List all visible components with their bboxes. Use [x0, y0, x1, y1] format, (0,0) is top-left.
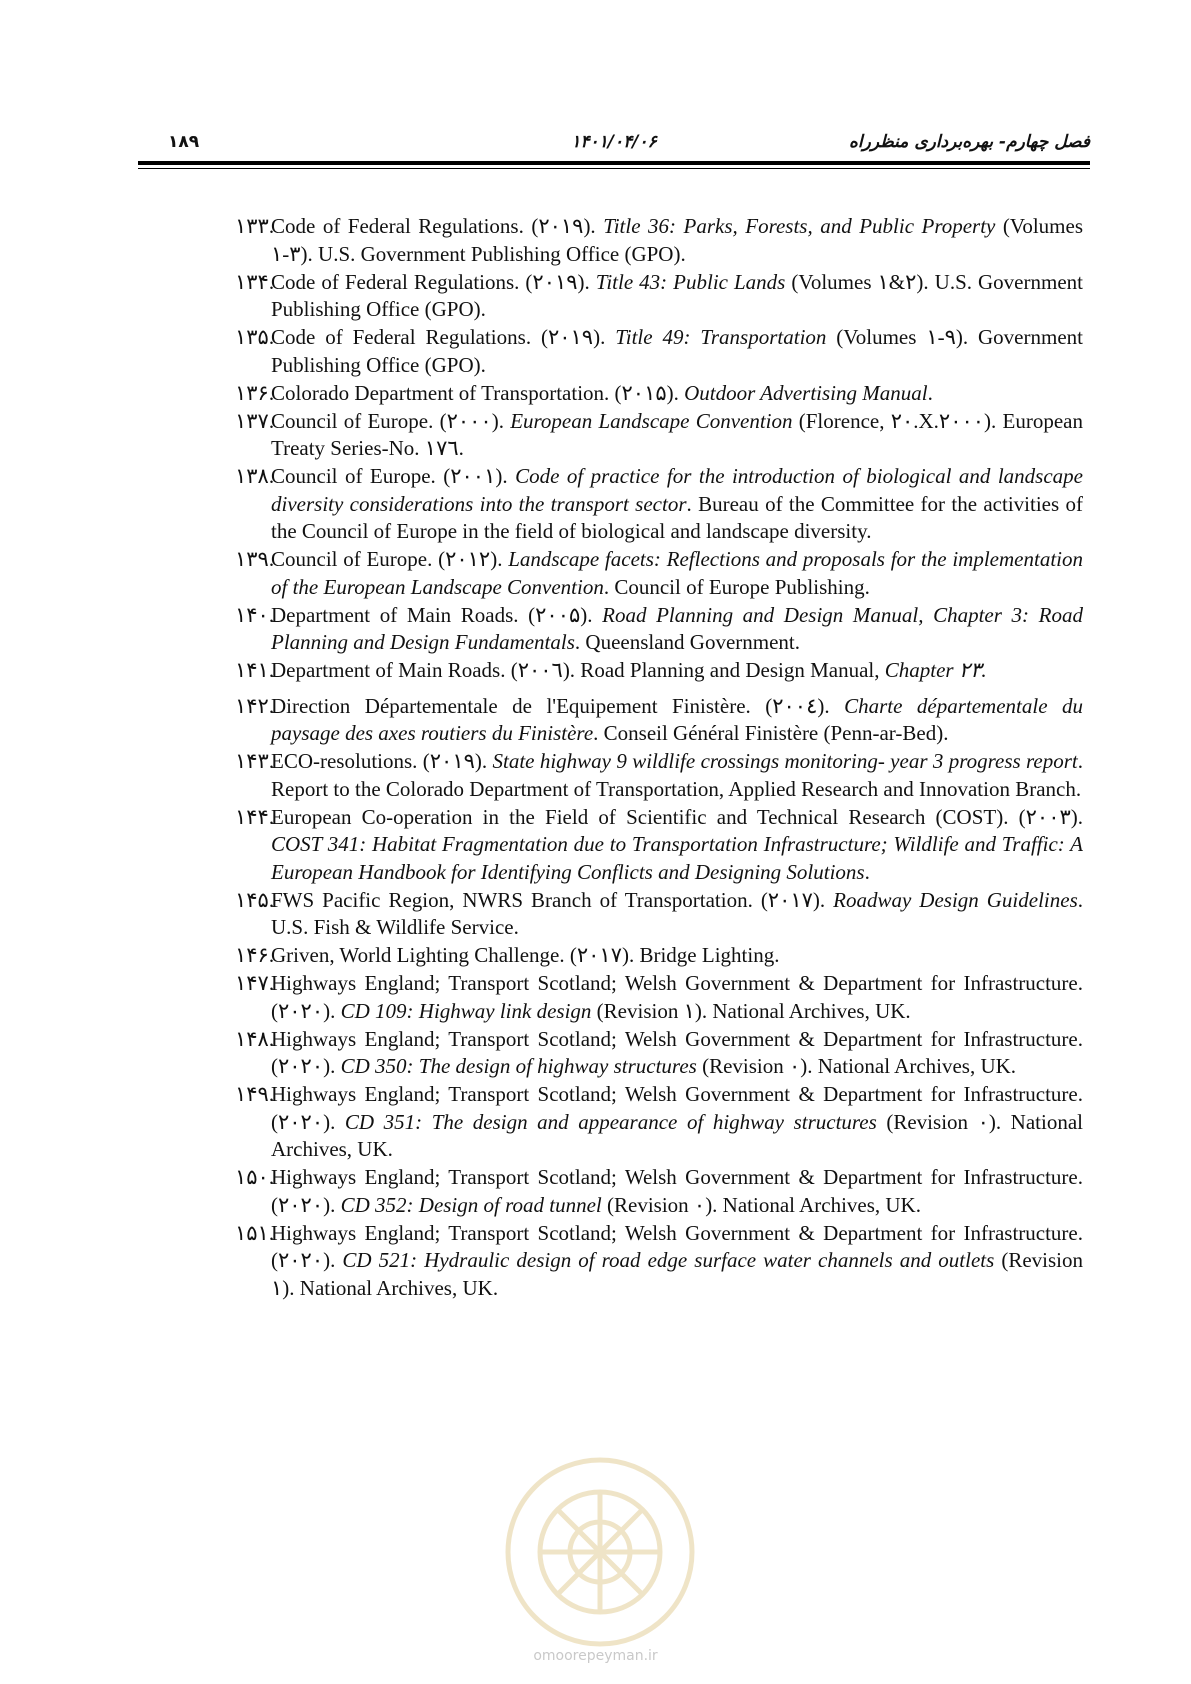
reference-text: Direction Départementale de l'Equipement Finistère. (۲۰۰٤).: [271, 693, 845, 718]
running-header: [138, 128, 1090, 158]
reference-title: Charte départementale du paysage des axes routiers du Finistère: [271, 693, 1083, 745]
reference-text: Highways England; Transport Scotland; Welsh Government & Department for Infrastructure. (۲۰۲۰).: [271, 971, 1083, 1023]
reference-text: Department of Main Roads. (۲۰۰٦). Road Planning and Design Manual,: [271, 658, 885, 682]
reference-title: CD 109: Highway link design: [340, 998, 592, 1023]
watermark-logo: [500, 1452, 700, 1652]
reference-text: ECO-resolutions. (۲۰۱۹).: [271, 749, 493, 773]
reference-text: FWS Pacific Region, NWRS Branch of Transportation. (۲۰۱۷).: [271, 887, 834, 912]
reference-item: [235, 324, 1083, 379]
reference-title: Roadway Design Guidelines: [833, 887, 1078, 912]
reference-text: Highways England; Transport Scotland; Welsh Government & Department for Infrastructure. (۲۰۲۰).: [271, 1082, 1083, 1134]
reference-title: CD 521: Hydraulic design of road edge surface water channels and outlets: [342, 1248, 995, 1272]
reference-text: Code of Federal Regulations. (۲۰۱۹).: [271, 269, 596, 294]
reference-title: European Landscape Convention: [510, 408, 793, 433]
reference-title: Landscape facets: Reflections and proposals for the implementation of the European Landscape Convention: [271, 547, 1083, 599]
reference-text: (Volumes ۱-۹). Government Publishing Office (GPO).: [271, 325, 1083, 377]
reference-text: Highways England; Transport Scotland; Welsh Government & Department for Infrastructure. (۲۰۲۰).: [271, 1165, 1083, 1217]
reference-item: [235, 1164, 1083, 1219]
reference-number: ۱۴۲.: [235, 693, 275, 718]
reference-title: State highway 9 wildlife crossings monitoring- year 3 progress report: [492, 749, 1078, 773]
reference-title: Chapter ۲۳.: [884, 658, 987, 682]
reference-title: CD 351: The design and appearance of highway structures: [344, 1109, 877, 1134]
reference-list: [235, 213, 1083, 1303]
reference-title: Title 49: Transportation: [615, 325, 827, 349]
reference-text: . Queensland Government.: [574, 630, 801, 654]
reference-text: Department of Main Roads. (۲۰۰۵).: [271, 602, 603, 627]
reference-number: ۱۴۷.: [235, 971, 275, 995]
reference-text: Colorado Department of Transportation. (۲۰۱۵).: [271, 380, 685, 405]
reference-item: [235, 970, 1083, 1025]
reference-item: [235, 269, 1083, 324]
reference-title: CD 350: The design of highway structures: [340, 1054, 697, 1078]
reference-text: (Florence, ۲۰.X.۲۰۰۰). European Treaty Series-No. ۱۷٦.: [271, 408, 1083, 460]
reference-item: [235, 213, 1083, 268]
reference-title: Title 43: Public Lands: [595, 269, 786, 294]
chapter-title: فصل چهارم- بهره‌برداری منظرراه: [849, 132, 1090, 152]
reference-number: ۱۴۱.: [235, 658, 275, 682]
reference-number: ۱۳۳.: [235, 214, 275, 238]
reference-text: Code of Federal Regulations. (۲۰۱۹).: [271, 325, 616, 349]
reference-text: (Volumes ۱-۳). U.S. Government Publishing Office (GPO).: [271, 214, 1083, 266]
reference-title: Road Planning and Design Manual, Chapter 3: Road Planning and Design Fundamentals: [271, 602, 1083, 654]
reference-text: . Bureau of the Committee for the activities of the Council of Europe in the field of biological and landscape diversity.: [271, 491, 1083, 543]
reference-item: [235, 546, 1083, 601]
reference-text: Griven, World Lighting Challenge. (۲۰۱۷). Bridge Lighting.: [271, 943, 780, 967]
reference-number: ۱۴۰.: [235, 602, 275, 627]
reference-item: [235, 463, 1083, 546]
reference-title: Code of practice for the introduction of biological and landscape diversity considerations into the transport sector: [271, 464, 1083, 516]
reference-text: Code of Federal Regulations. (۲۰۱۹).: [271, 214, 604, 238]
reference-text: Council of Europe. (۲۰۰۱).: [271, 464, 516, 488]
reference-number: ۱۳۵.: [235, 325, 275, 349]
reference-item: [235, 1220, 1083, 1303]
reference-number: ۱۳۸.: [235, 464, 275, 488]
reference-item: [235, 602, 1083, 657]
reference-item: [235, 408, 1083, 463]
reference-item: [235, 1081, 1083, 1164]
reference-number: ۱۵۱.: [235, 1220, 275, 1245]
reference-number: ۱۵۰.: [235, 1165, 275, 1189]
reference-title: Title 36: Parks, Forests, and Public Property: [603, 214, 996, 238]
reference-text: .: [864, 859, 870, 884]
header-rule-thick: [138, 161, 1090, 165]
watermark-site: omoorepeyman.ir: [533, 1648, 658, 1664]
reference-text: . Council of Europe Publishing.: [603, 574, 870, 599]
reference-text: . U.S. Fish & Wildlife Service.: [271, 887, 1083, 939]
header-date: ۱۴۰۱/۰۴/۰۶: [571, 132, 657, 152]
reference-text: (Revision ۰). National Archives, UK.: [601, 1192, 921, 1217]
reference-number: ۱۴۹.: [235, 1082, 275, 1106]
reference-text: . Conseil Général Finistère (Penn-ar-Bed).: [593, 721, 949, 745]
reference-text: (Volumes ۱&۲). U.S. Government Publishing Office (GPO).: [271, 269, 1083, 321]
reference-text: (Revision ۱). National Archives, UK.: [271, 1248, 1083, 1300]
reference-number: ۱۴۸.: [235, 1026, 275, 1051]
reference-number: ۱۳۹.: [235, 547, 275, 571]
reference-item: [235, 693, 1083, 748]
reference-number: ۱۴۳.: [235, 749, 275, 773]
reference-item: [235, 804, 1083, 887]
reference-text: (Revision ۱). National Archives, UK.: [591, 998, 911, 1023]
reference-number: ۱۳۷.: [235, 408, 275, 433]
reference-item: [235, 942, 1083, 970]
reference-item: [235, 380, 1083, 408]
reference-number: ۱۴۴.: [235, 804, 275, 829]
page-number: ۱۸۹: [168, 132, 200, 152]
reference-text: .: [927, 380, 933, 405]
reference-number: ۱۴۵.: [235, 887, 275, 912]
reference-text: Council of Europe. (۲۰۰۰).: [271, 408, 511, 433]
reference-item: [235, 1026, 1083, 1081]
reference-text: (Revision ۰). National Archives, UK.: [271, 1109, 1083, 1161]
reference-title: COST 341: Habitat Fragmentation due to Transportation Infrastructure; Wildlife and Traffic: A European Handbook for Identifying Conflicts and Designing Solutions: [271, 832, 1083, 884]
reference-title: CD 352: Design of road tunnel: [340, 1192, 602, 1217]
reference-text: Highways England; Transport Scotland; Welsh Government & Department for Infrastructure. (۲۰۲۰).: [271, 1220, 1083, 1272]
reference-text: (Revision ۰). National Archives, UK.: [696, 1054, 1017, 1078]
reference-text: Highways England; Transport Scotland; Welsh Government & Department for Infrastructure. (۲۰۲۰).: [271, 1026, 1083, 1078]
reference-title: Outdoor Advertising Manual: [684, 380, 928, 405]
reference-item: [235, 657, 1083, 685]
reference-text: European Co-operation in the Field of Scientific and Technical Research (COST). (۲۰۰۳).: [271, 804, 1083, 829]
reference-item: [235, 887, 1083, 942]
reference-text: Council of Europe. (۲۰۱۲).: [271, 547, 509, 571]
reference-text: . Report to the Colorado Department of Transportation, Applied Research and Innovation Branch.: [271, 749, 1083, 801]
header-rule-thin: [138, 168, 1090, 169]
reference-item: [235, 748, 1083, 803]
reference-number: ۱۳۶.: [235, 380, 275, 405]
reference-number: ۱۳۴.: [235, 269, 275, 294]
reference-number: ۱۴۶.: [235, 943, 275, 967]
